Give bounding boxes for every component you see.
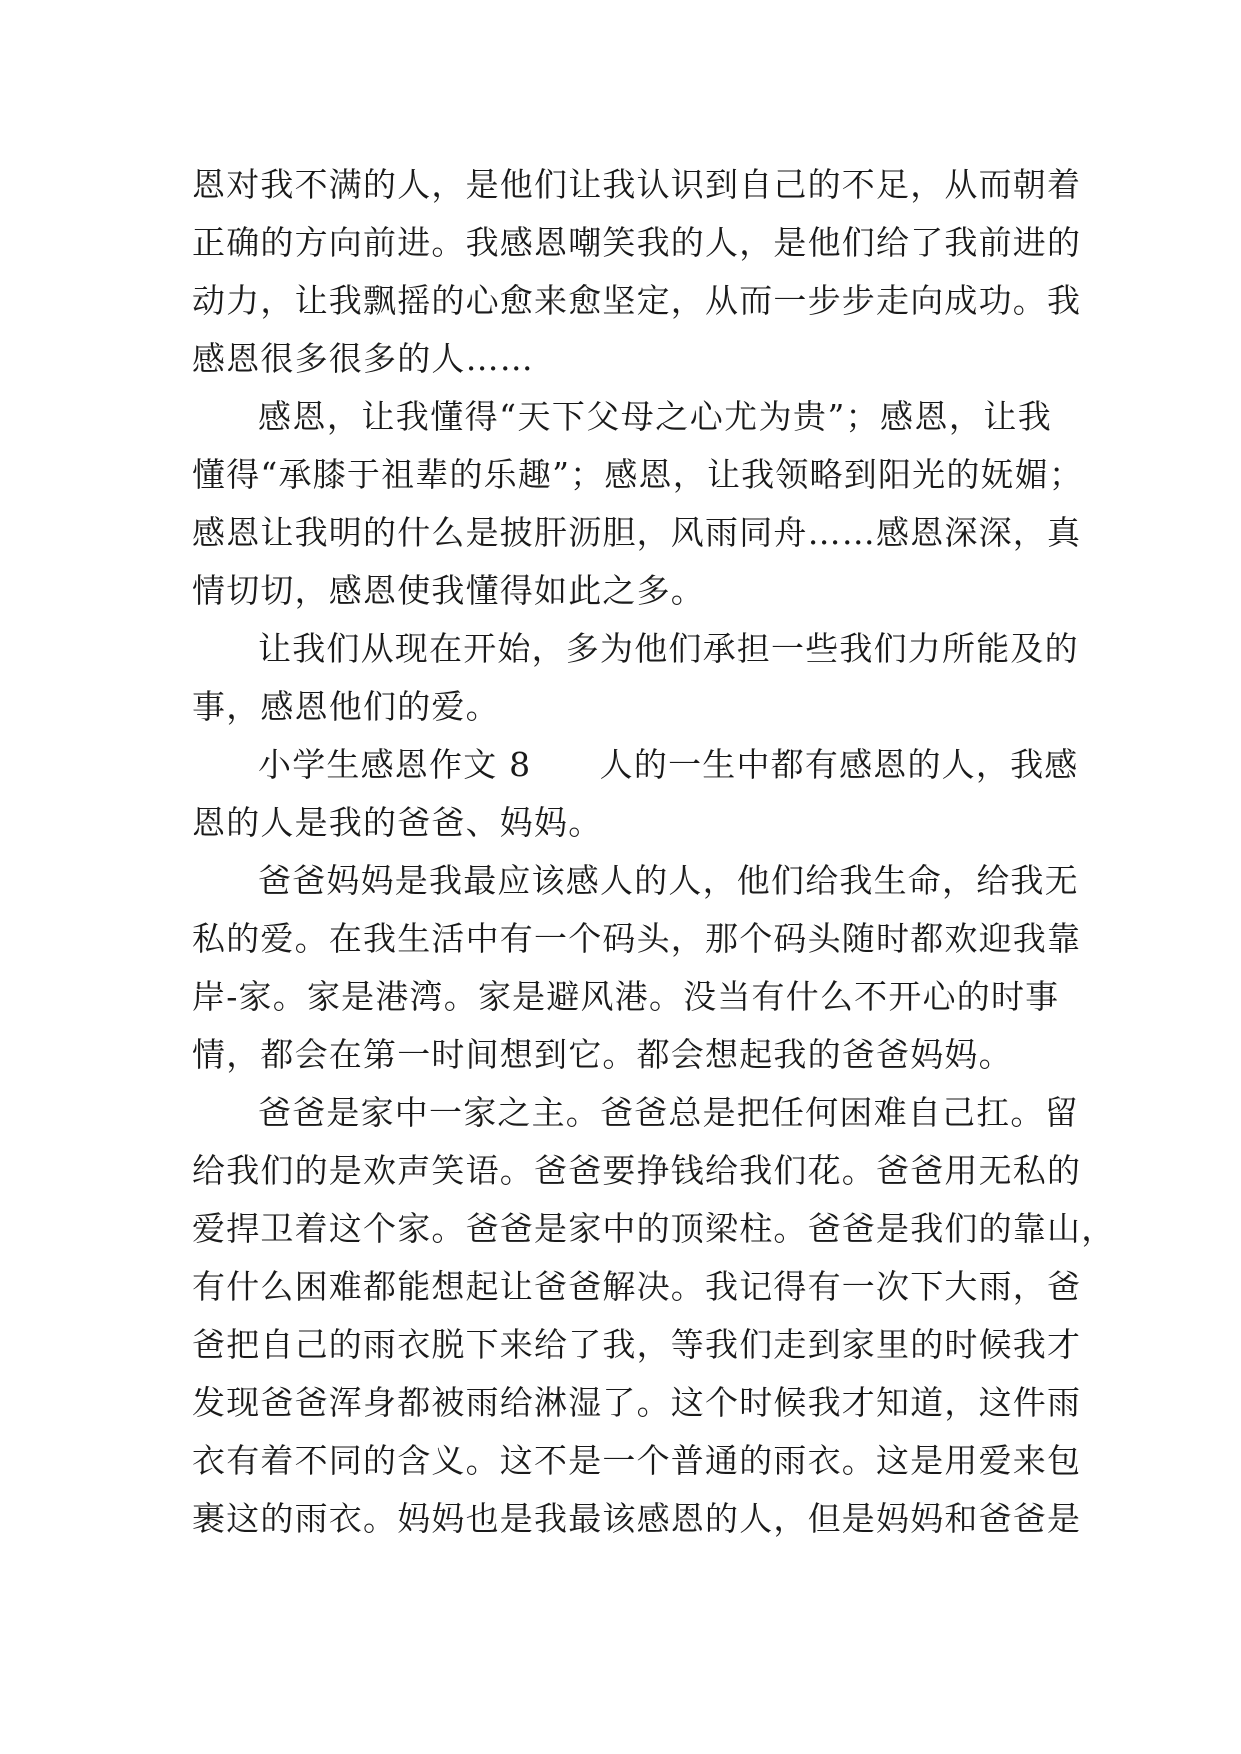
text-line: 正确的方向前进。我感恩嘲笑我的人，是他们给了我前进的	[192, 223, 1082, 262]
text-line: 小学生感恩作文 8 人的一生中都有感恩的人，我感	[258, 745, 1079, 784]
text-line: 感恩，让我懂得“天下父母之心尤为贵”；感恩，让我	[258, 397, 1052, 436]
document-body	[192, 156, 1116, 1548]
paragraph	[192, 852, 1082, 1084]
text-line: 事，感恩他们的爱。	[192, 687, 500, 726]
text-line: 让我们从现在开始，多为他们承担一些我们力所能及的	[258, 629, 1079, 668]
text-line: 感恩让我明的什么是披肝沥胆，风雨同舟……感恩深深，真	[192, 513, 1082, 552]
text-line: 爸把自己的雨衣脱下来给了我，等我们走到家里的时候我才	[192, 1325, 1082, 1364]
text-line: 衣有着不同的含义。这不是一个普通的雨衣。这是用爱来包	[192, 1441, 1082, 1480]
paragraph	[192, 388, 1084, 620]
text-line: 情切切，感恩使我懂得如此之多。	[192, 571, 705, 610]
paragraph	[192, 1084, 1116, 1548]
text-line: 岸-家。家是港湾。家是避风港。没当有什么不开心的时事	[192, 977, 1060, 1016]
text-line: 爱捍卫着这个家。爸爸是家中的顶梁柱。爸爸是我们的靠山，	[192, 1209, 1116, 1248]
text-line: 裹这的雨衣。妈妈也是我最该感恩的人，但是妈妈和爸爸是	[192, 1499, 1082, 1538]
text-line: 发现爸爸浑身都被雨给淋湿了。这个时候我才知道，这件雨	[192, 1383, 1082, 1422]
text-line: 懂得“承膝于祖辈的乐趣”；感恩，让我领略到阳光的妩媚；	[192, 455, 1084, 494]
text-line: 情，都会在第一时间想到它。都会想起我的爸爸妈妈。	[192, 1035, 1013, 1074]
text-line: 爸爸妈妈是我最应该感人的人，他们给我生命，给我无	[258, 861, 1079, 900]
paragraph	[192, 156, 1082, 388]
paragraph	[192, 620, 1079, 736]
text-line: 私的爱。在我生活中有一个码头，那个码头随时都欢迎我靠	[192, 919, 1082, 958]
text-line: 感恩很多很多的人……	[192, 339, 534, 378]
paragraph	[192, 736, 1079, 852]
text-line: 爸爸是家中一家之主。爸爸总是把任何困难自己扛。留	[258, 1093, 1079, 1132]
text-line: 恩对我不满的人，是他们让我认识到自己的不足，从而朝着	[192, 165, 1082, 204]
text-line: 给我们的是欢声笑语。爸爸要挣钱给我们花。爸爸用无私的	[192, 1151, 1082, 1190]
text-line: 恩的人是我的爸爸、妈妈。	[192, 803, 603, 842]
text-line: 有什么困难都能想起让爸爸解决。我记得有一次下大雨，爸	[192, 1267, 1082, 1306]
text-line: 动力，让我飘摇的心愈来愈坚定，从而一步步走向成功。我	[192, 281, 1082, 320]
